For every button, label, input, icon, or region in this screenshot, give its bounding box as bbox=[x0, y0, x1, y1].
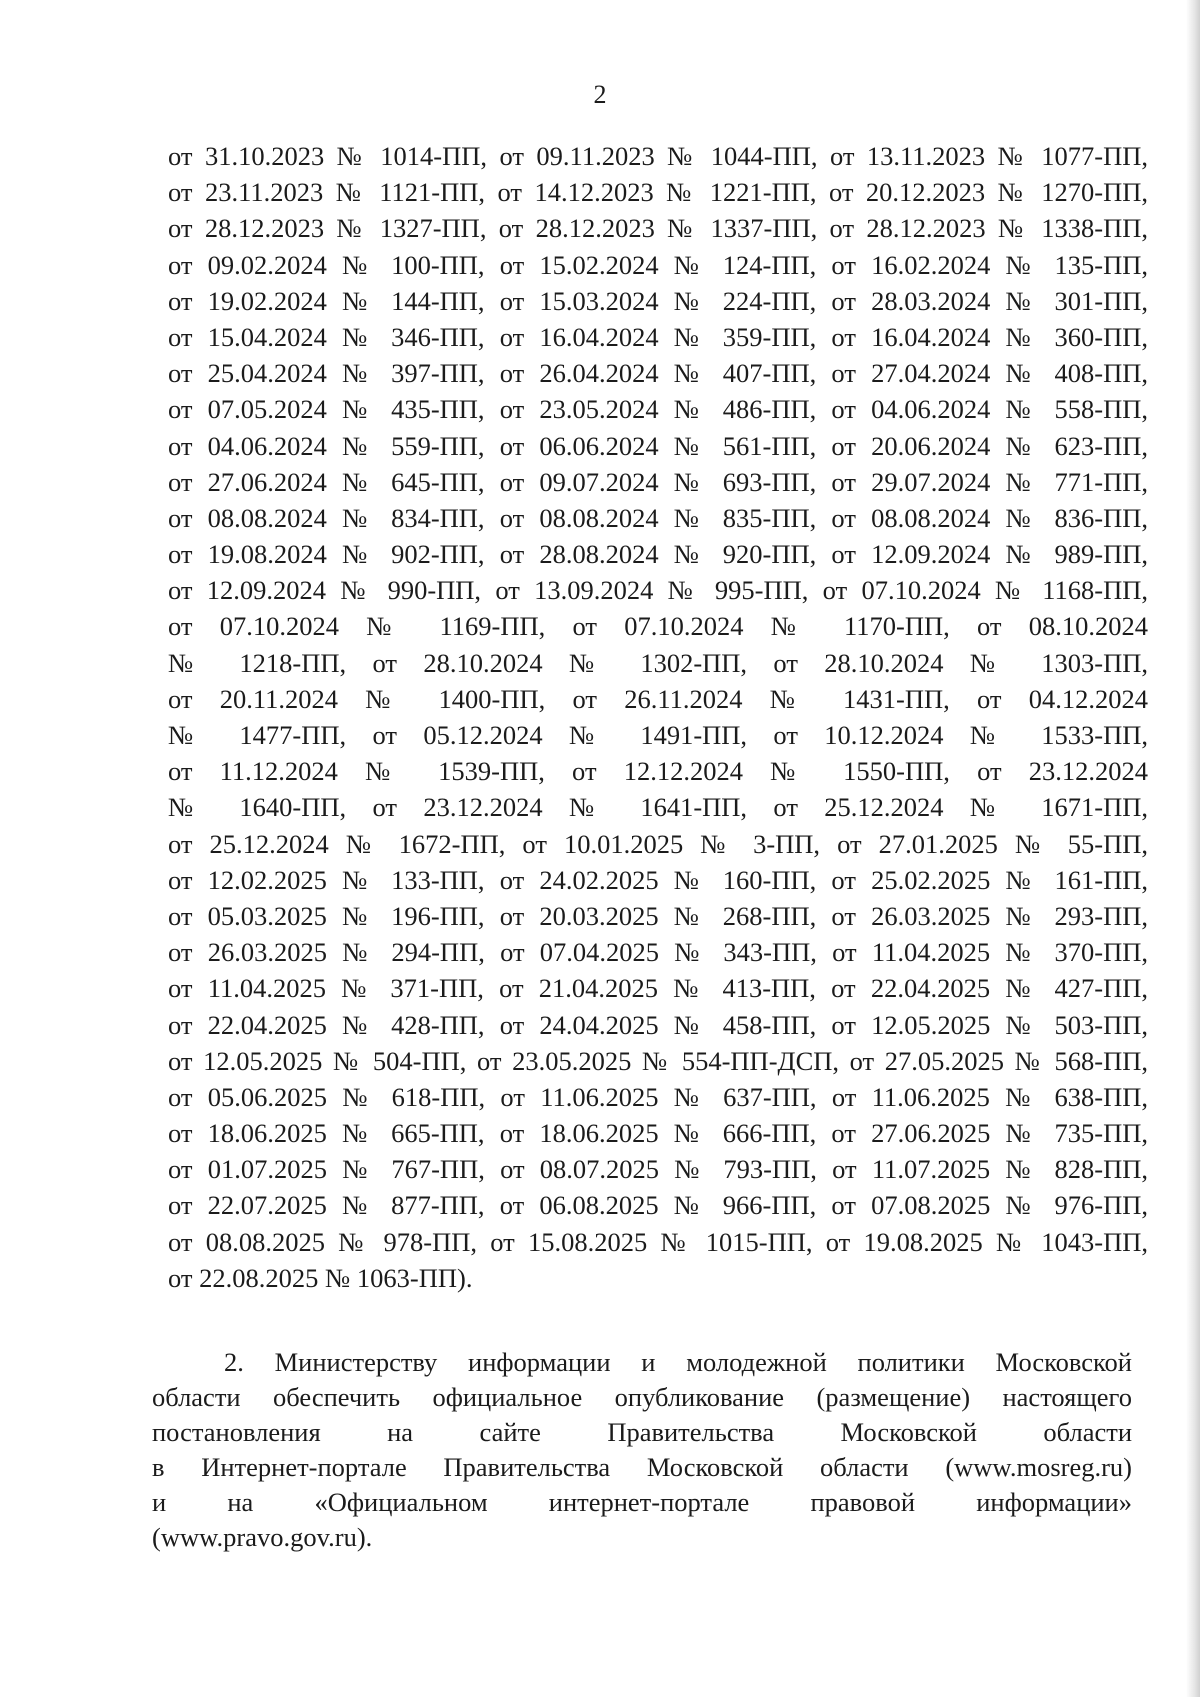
decree-line: от 07.10.2024 № 1169-ПП, от 07.10.2024 № 1170-ПП, от 08.10.2024 bbox=[168, 611, 1148, 642]
decree-line: от 27.06.2024 № 645-ПП, от 09.07.2024 № 693-ПП, от 29.07.2024 № 771-ПП, bbox=[168, 466, 1148, 497]
paragraph-line: (www.pravo.gov.ru). bbox=[152, 1522, 373, 1552]
decree-line: от 20.11.2024 № 1400-ПП, от 26.11.2024 № 1431-ПП, от 04.12.2024 bbox=[168, 683, 1148, 714]
decree-line: от 26.03.2025 № 294-ПП, от 07.04.2025 № 343-ПП, от 11.04.2025 № 370-ПП, bbox=[168, 937, 1148, 968]
scan-edge-shadow bbox=[1186, 0, 1200, 1697]
decree-line: от 12.02.2025 № 133-ПП, от 24.02.2025 № 160-ПП, от 25.02.2025 № 161-ПП, bbox=[168, 864, 1148, 895]
paragraph-line: 2. Министерству информации и молодежной политики Московской bbox=[224, 1347, 1132, 1377]
decree-line: от 12.09.2024 № 990-ПП, от 13.09.2024 № 995-ПП, от 07.10.2024 № 1168-ПП, bbox=[168, 575, 1148, 606]
paragraph-line: постановления на сайте Правительства Московской области bbox=[152, 1417, 1132, 1447]
decree-line: от 09.02.2024 № 100-ПП, от 15.02.2024 № 124-ПП, от 16.02.2024 № 135-ПП, bbox=[168, 249, 1148, 280]
paragraph-2 bbox=[152, 1345, 1132, 1555]
decree-line: № 1640-ПП, от 23.12.2024 № 1641-ПП, от 25.12.2024 № 1671-ПП, bbox=[168, 792, 1148, 823]
decree-line: от 12.05.2025 № 504-ПП, от 23.05.2025 № 554-ПП-ДСП, от 27.05.2025 № 568-ПП, bbox=[168, 1045, 1148, 1076]
decree-line: от 04.06.2024 № 559-ПП, от 06.06.2024 № 561-ПП, от 20.06.2024 № 623-ПП, bbox=[168, 430, 1148, 461]
decree-line: от 05.06.2025 № 618-ПП, от 11.06.2025 № 637-ПП, от 11.06.2025 № 638-ПП, bbox=[168, 1081, 1148, 1112]
decree-line: от 15.04.2024 № 346-ПП, от 16.04.2024 № 359-ПП, от 16.04.2024 № 360-ПП, bbox=[168, 321, 1148, 352]
decree-line: от 07.05.2024 № 435-ПП, от 23.05.2024 № 486-ПП, от 04.06.2024 № 558-ПП, bbox=[168, 394, 1148, 425]
decree-line: от 25.04.2024 № 397-ПП, от 26.04.2024 № 407-ПП, от 27.04.2024 № 408-ПП, bbox=[168, 358, 1148, 389]
decree-line: от 05.03.2025 № 196-ПП, от 20.03.2025 № 268-ПП, от 26.03.2025 № 293-ПП, bbox=[168, 900, 1148, 931]
decree-line: № 1218-ПП, от 28.10.2024 № 1302-ПП, от 28.10.2024 № 1303-ПП, bbox=[168, 647, 1148, 678]
decree-line: от 22.07.2025 № 877-ПП, от 06.08.2025 № 966-ПП, от 07.08.2025 № 976-ПП, bbox=[168, 1190, 1148, 1221]
decree-line: от 11.12.2024 № 1539-ПП, от 12.12.2024 № 1550-ПП, от 23.12.2024 bbox=[168, 756, 1148, 787]
page-number: 2 bbox=[593, 80, 607, 109]
decree-list bbox=[168, 138, 1148, 1296]
decree-line: от 23.11.2023 № 1121-ПП, от 14.12.2023 № 1221-ПП, от 20.12.2023 № 1270-ПП, bbox=[168, 177, 1148, 208]
decree-line: от 11.04.2025 № 371-ПП, от 21.04.2025 № 413-ПП, от 22.04.2025 № 427-ПП, bbox=[168, 973, 1148, 1004]
decree-line: от 01.07.2025 № 767-ПП, от 08.07.2025 № 793-ПП, от 11.07.2025 № 828-ПП, bbox=[168, 1154, 1148, 1185]
decree-line: от 22.08.2025 № 1063-ПП). bbox=[168, 1262, 473, 1293]
paragraph-line: в Интернет-портале Правительства Московской области (www.mosreg.ru) bbox=[152, 1452, 1132, 1482]
decree-line: от 08.08.2025 № 978-ПП, от 15.08.2025 № 1015-ПП, от 19.08.2025 № 1043-ПП, bbox=[168, 1226, 1148, 1257]
decree-line: от 25.12.2024 № 1672-ПП, от 10.01.2025 № 3-ПП, от 27.01.2025 № 55-ПП, bbox=[168, 828, 1148, 859]
decree-line: от 19.08.2024 № 902-ПП, от 28.08.2024 № 920-ПП, от 12.09.2024 № 989-ПП, bbox=[168, 539, 1148, 570]
decree-line: от 18.06.2025 № 665-ПП, от 18.06.2025 № 666-ПП, от 27.06.2025 № 735-ПП, bbox=[168, 1118, 1148, 1149]
decree-line: № 1477-ПП, от 05.12.2024 № 1491-ПП, от 10.12.2024 № 1533-ПП, bbox=[168, 720, 1148, 750]
paragraph-line: области обеспечить официальное опубликование (размещение) настоящего bbox=[152, 1382, 1132, 1412]
decree-line: от 19.02.2024 № 144-ПП, от 15.03.2024 № 224-ПП, от 28.03.2024 № 301-ПП, bbox=[168, 285, 1148, 316]
decree-line: от 08.08.2024 № 834-ПП, от 08.08.2024 № 835-ПП, от 08.08.2024 № 836-ПП, bbox=[168, 502, 1148, 533]
paragraph-line: и на «Официальном интернет-портале правовой информации» bbox=[152, 1487, 1132, 1517]
decree-line: от 31.10.2023 № 1014-ПП, от 09.11.2023 № 1044-ПП, от 13.11.2023 № 1077-ПП, bbox=[168, 141, 1148, 171]
decree-line: от 28.12.2023 № 1327-ПП, от 28.12.2023 № 1337-ПП, от 28.12.2023 № 1338-ПП, bbox=[168, 213, 1148, 244]
decree-line: от 22.04.2025 № 428-ПП, от 24.04.2025 № 458-ПП, от 12.05.2025 № 503-ПП, bbox=[168, 1009, 1148, 1040]
